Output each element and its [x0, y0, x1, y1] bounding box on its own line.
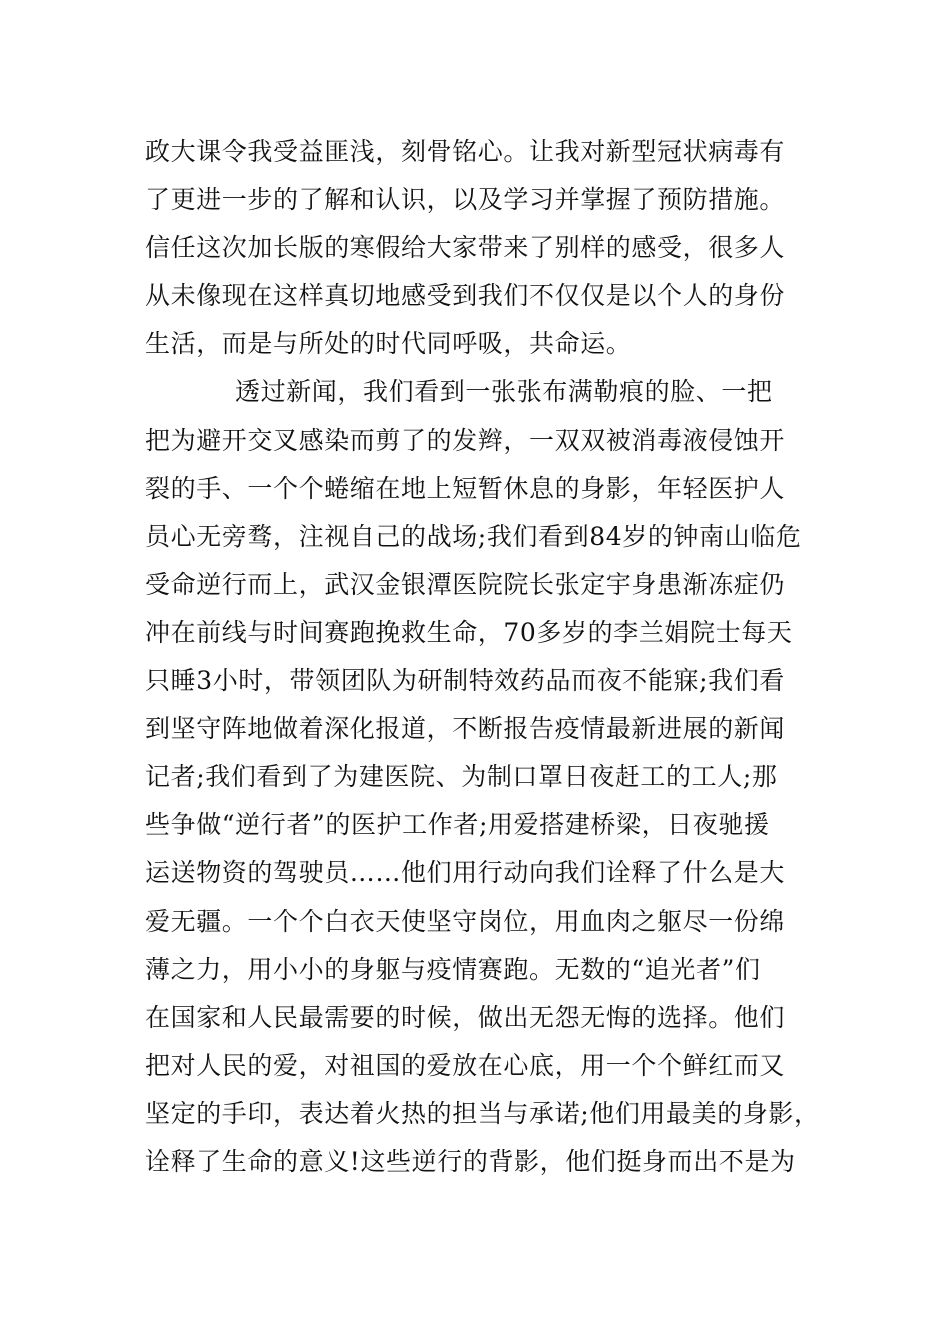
text-line: 把为避开交叉感染而剪了的发辫，一双双被消毒液侵蚀开 — [145, 425, 786, 455]
text-line: 从未像现在这样真切地感受到我们不仅仅是以个人的身份 — [145, 281, 786, 311]
paragraph-start-line: 透过新闻，我们看到一张张布满勒痕的脸、一把 — [235, 377, 773, 407]
text-line: 把对人民的爱，对祖国的爱放在心底，用一个个鲜红而又 — [145, 1050, 786, 1080]
text-line: 信任这次加长版的寒假给大家带来了别样的感受，很多人 — [145, 233, 786, 263]
text-line: 薄之力，用小小的身躯与疫情赛跑。无数的“追光者”们 — [145, 954, 761, 984]
text-line: 坚定的手印，表达着火热的担当与承诺;他们用最美的身影， — [145, 1098, 820, 1128]
text-line: 在国家和人民最需要的时候，做出无怨无悔的选择。他们 — [145, 1002, 786, 1032]
text-line: 诠释了生命的意义!这些逆行的背影，他们挺身而出不是为 — [145, 1146, 796, 1176]
text-line: 记者;我们看到了为建医院、为制口罩日夜赶工的工人;那 — [145, 762, 778, 792]
text-line: 冲在前线与时间赛跑挽救生命，70多岁的李兰娟院士每天 — [145, 617, 793, 647]
text-line: 政大课令我受益匪浅，刻骨铭心。让我对新型冠状病毒有 — [145, 137, 786, 166]
text-line: 受命逆行而上，武汉金银潭医院院长张定宇身患渐冻症仍 — [145, 569, 786, 599]
text-line: 运送物资的驾驶员……他们用行动向我们诠释了什么是大 — [145, 858, 786, 888]
text-line: 了更进一步的了解和认识，以及学习并掌握了预防措施。 — [145, 185, 786, 215]
text-line: 生活，而是与所处的时代同呼吸，共命运。 — [145, 329, 632, 359]
text-line: 员心无旁骛，注视自己的战场;我们看到84岁的钟南山临危 — [145, 521, 802, 551]
text-line: 裂的手、一个个蜷缩在地上短暂休息的身影，年轻医护人 — [145, 473, 786, 503]
text-line: 些争做“逆行者”的医护工作者;用爱搭建桥梁，日夜驰援 — [145, 810, 770, 840]
body-text — [145, 128, 820, 1186]
text-line: 爱无疆。一个个白衣天使坚守岗位，用血肉之躯尽一份绵 — [145, 906, 786, 936]
text-line: 到坚守阵地做着深化报道，不断报告疫情最新进展的新闻 — [145, 714, 786, 744]
text-line: 只睡3小时，带领团队为研制特效药品而夜不能寐;我们看 — [145, 666, 785, 696]
